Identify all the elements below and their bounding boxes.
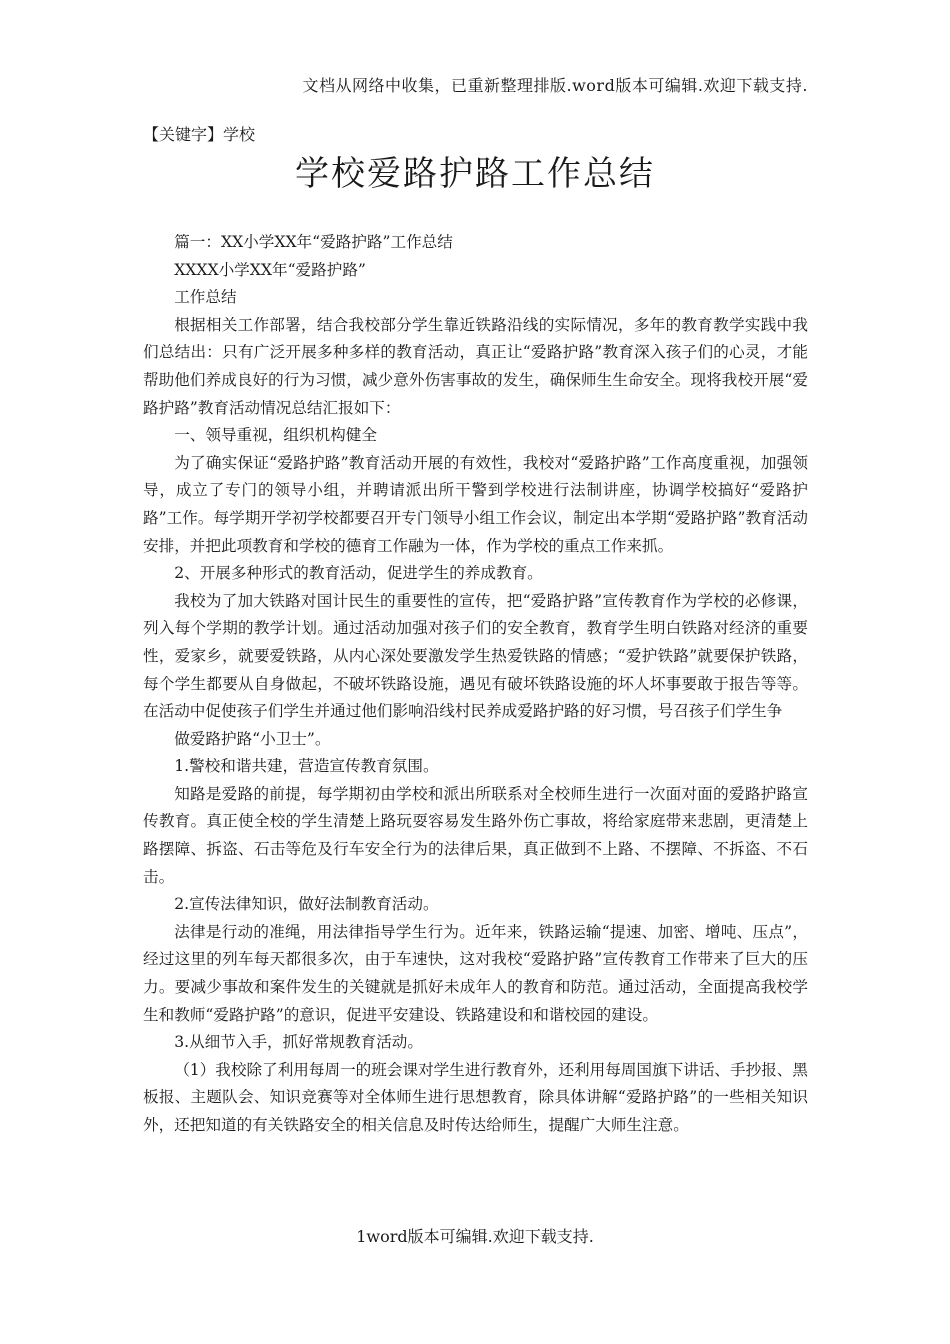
paragraph: 为了确实保证“爱路护路”教育活动开展的有效性，我校对“爱路护路”工作高度重视，加强领导，成立了专门的领导小组，并聘请派出所干警到学校进行法制讲座，协调学校搞好“爱路护路”工作。每学期开学初学校都要召开专门领导小组工作会议，制定出本学期“爱路护路”教育活动安排，并把此项教育和学校的德育工作融为一体，作为学校的重点工作来抓。 [143, 453, 808, 555]
section-heading: 一、领导重视，组织机构健全 [174, 426, 377, 445]
footer-note: 1word版本可编辑.欢迎下载支持. [356, 1227, 594, 1246]
paragraph: 工作总结 [174, 288, 237, 307]
paragraph: XXXX小学XX年“爱路护路” [174, 260, 366, 279]
paragraph: 知路是爱路的前提，每学期初由学校和派出所联系对全校师生进行一次面对面的爱路护路宣传教育。真正使全校的学生清楚上路玩耍容易发生路外伤亡事故，将给家庭带来悲剧，更清楚上路摆障、拆盗、石击等危及行车安全行为的法律后果，真正做到不上路、不摆障、不拆盗、不石击。 [143, 784, 808, 886]
page-title: 学校爱路护路工作总结 [295, 154, 655, 194]
section-heading: 2、开展多种形式的教育活动，促进学生的养成教育。 [174, 564, 543, 583]
paragraph: 我校为了加大铁路对国计民生的重要性的宣传，把“爱路护路”宣传教育作为学校的必修课，列入每个学期的教学计划。通过活动加强对孩子们的安全教育，教育学生明白铁路对经济的重要性，爱家乡，就要爱铁路，从内心深处要激发学生热爱铁路的情感；“爱护铁路”就要保护铁路，每个学生都要从自身做起，不破坏铁路设施，遇见有破坏铁路设施的坏人坏事要敢于报告等等。在活动中促使孩子们学生并通过他们影响沿线村民养成爱路护路的好习惯，号召孩子们学生争 [143, 591, 808, 721]
subsection-heading: 3.从细节入手，抓好常规教育活动。 [174, 1033, 423, 1052]
paragraph: 根据相关工作部署，结合我校部分学生靠近铁路沿线的实际情况，多年的教育教学实践中我们总结出：只有广泛开展多种多样的教育活动，真正让“爱路护路”教育深入孩子们的心灵，才能帮助他们养成良好的行为习惯，减少意外伤害事故的发生，确保师生生命安全。现将我校开展“爱路护路”教育活动情况总结汇报如下： [143, 315, 808, 417]
paragraph: 做爱路护路“小卫士”。 [174, 729, 331, 748]
header-note: 文档从网络中收集，已重新整理排版.word版本可编辑.欢迎下载支持. [302, 76, 808, 95]
subsection-heading: 2.宣传法律知识，做好法制教育活动。 [174, 895, 439, 914]
paragraph: （1）我校除了利用每周一的班会课对学生进行教育外，还利用每周国旗下讲话、手抄报、黑板报、主题队会、知识竞赛等对全体师生进行思想教育，除具体讲解“爱路护路”的一些相关知识外，还把知道的有关铁路安全的相关信息及时传达给师生，提醒广大师生注意。 [143, 1060, 808, 1134]
subsection-heading: 1.警校和谐共建，营造宣传教育氛围。 [174, 757, 439, 776]
paragraph: 法律是行动的准绳，用法律指导学生行为。近年来，铁路运输“提速、加密、增吨、压点”，经过这里的列车每天都很多次，由于车速快，这对我校“爱路护路”宣传教育工作带来了巨大的压力。要减少事故和案件发生的关键就是抓好未成年人的教育和防范。通过活动，全面提高我校学生和教师“爱路护路”的意识，促进平安建设、铁路建设和和谐校园的建设。 [143, 922, 808, 1024]
document-body [143, 229, 808, 1140]
paragraph: 篇一：XX小学XX年“爱路护路”工作总结 [174, 233, 453, 251]
keywords: 【关键字】学校 [143, 125, 256, 144]
